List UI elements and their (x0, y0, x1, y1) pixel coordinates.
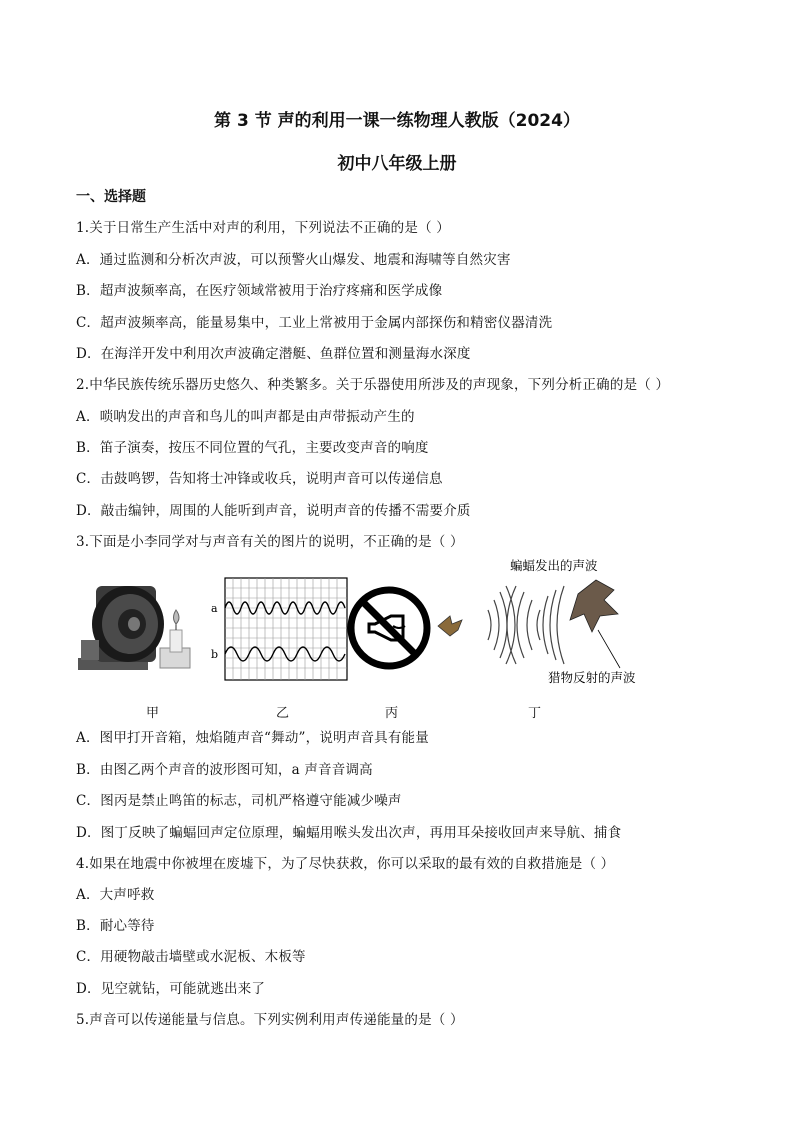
page-title: 第 3 节 声的利用一课一练物理人教版（2024） (214, 111, 580, 131)
caption-jia: 甲 (146, 706, 160, 721)
q2-option-b: B．笛子演奏，按压不同位置的气孔，主要改变声音的响度 (76, 440, 429, 456)
question-3-figures (76, 550, 636, 720)
q2-option-a: A．唢呐发出的声音和鸟儿的叫声都是由声带振动产生的 (76, 409, 415, 425)
q4-option-a: A．大声呼救 (76, 887, 155, 903)
caption-ding: 丁 (528, 706, 542, 721)
question-1-stem: 1.关于日常生产生活中对声的利用，下列说法不正确的是（ ） (76, 220, 450, 236)
q1-option-b: B．超声波频率高，在医疗领域常被用于治疗疼痛和医学成像 (76, 283, 443, 299)
q2-option-c: C．击鼓鸣锣，告知将士冲锋或收兵，说明声音可以传递信息 (76, 471, 443, 487)
q3-option-a: A．图甲打开音箱，烛焰随声音“舞动”，说明声音具有能量 (76, 730, 429, 746)
question-5-stem: 5.声音可以传递能量与信息。下列实例利用声传递能量的是（ ） (76, 1012, 464, 1028)
speaker-candle-figure (76, 580, 201, 675)
caption-yi: 乙 (276, 706, 290, 721)
question-3-stem: 3.下面是小李同学对与声音有关的图片的说明，不正确的是（ ） (76, 534, 464, 550)
no-horn-sign-figure (347, 586, 431, 670)
q1-option-d: D．在海洋开发中利用次声波确定潜艇、鱼群位置和测量海水深度 (76, 346, 471, 362)
bat-sound-label: 蝙蝠发出的声波 (510, 558, 598, 573)
question-4-stem: 4.如果在地震中你被埋在废墟下，为了尽快获救，你可以采取的最有效的自救措施是（ ） (76, 856, 615, 872)
prey-echo-label: 猎物反射的声波 (548, 670, 636, 685)
q4-option-b: B．耐心等待 (76, 918, 155, 934)
q3-option-c: C．图丙是禁止鸣笛的标志，司机严格遵守能减少噪声 (76, 793, 402, 809)
q3-option-b: B．由图乙两个声音的波形图可知，a 声音音调高 (76, 762, 373, 778)
question-2-stem: 2.中华民族传统乐器历史悠久、种类繁多。关于乐器使用所涉及的声现象，下列分析正确的是（ ） (76, 377, 670, 393)
wave-label-a: a (211, 602, 218, 615)
page-subtitle: 初中八年级上册 (337, 154, 457, 174)
q3-option-d: D．图丁反映了蝙蝠回声定位原理，蝙蝠用喉头发出次声，再用耳朵接收回声来导航、捕食 (76, 825, 622, 841)
q1-option-a: A．通过监测和分析次声波，可以预警火山爆发、地震和海啸等自然灾害 (76, 252, 511, 268)
caption-bing: 丙 (385, 706, 399, 721)
waveform-figure (211, 576, 351, 684)
wave-label-b: b (211, 648, 219, 661)
q2-option-d: D．敲击编钟，周围的人能听到声音，说明声音的传播不需要介质 (76, 503, 471, 519)
bat-echolocation-figure (428, 550, 638, 690)
section-heading: 一、选择题 (76, 189, 146, 205)
q4-option-c: C．用硬物敲击墙壁或水泥板、木板等 (76, 949, 306, 965)
q1-option-c: C．超声波频率高，能量易集中，工业上常被用于金属内部探伤和精密仪器清洗 (76, 315, 553, 331)
q4-option-d: D．见空就钻，可能就逃出来了 (76, 981, 266, 997)
